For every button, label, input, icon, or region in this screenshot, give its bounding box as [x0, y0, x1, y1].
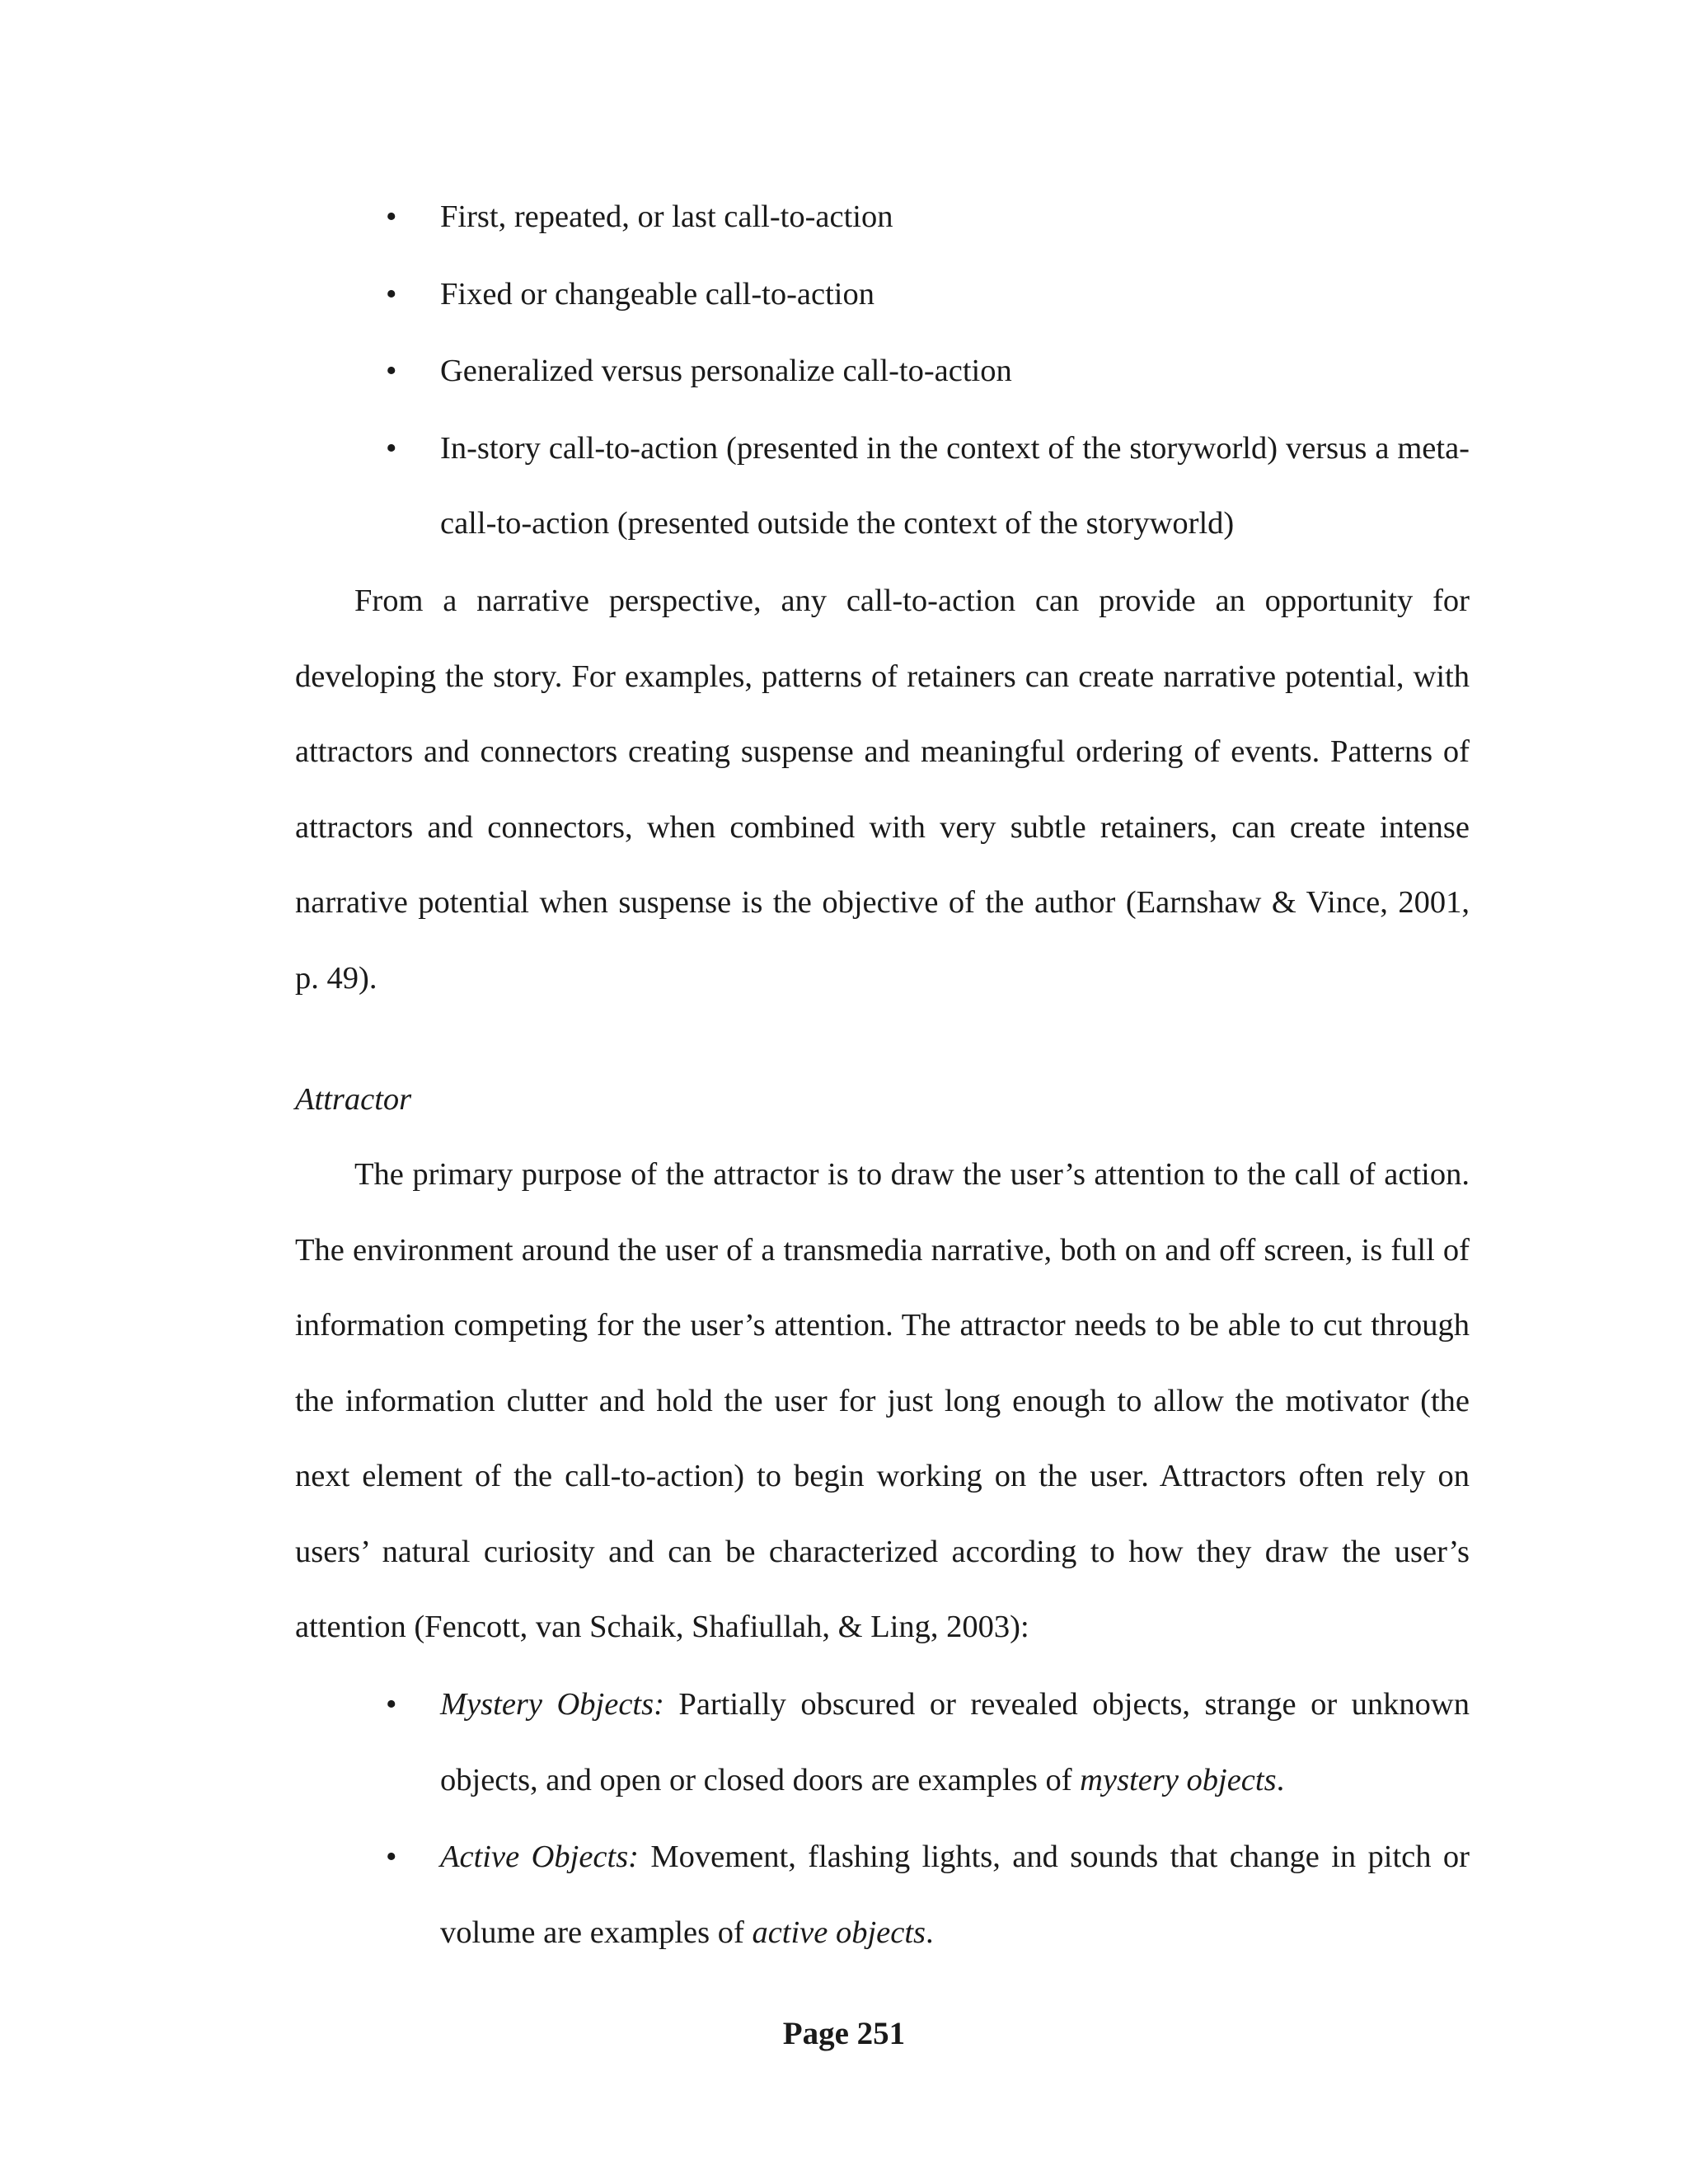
bullet-text: Movement, flashing lights, and sounds that change in pitch or volume are examples of — [440, 1840, 1470, 1950]
bullet-text-end: . — [926, 1915, 934, 1950]
body-paragraph: From a narrative perspective, any call-to-action can provide an opportunity for developing the story. For examples, patterns of retainers can create narrative potential, with attractors and connectors creating suspense and meaningful ordering of events. Patterns of attractors and connectors, when combined with very subtle retainers, can create intense narrative potential when suspense is the objective of the author (Earnshaw & Vince, 2001, p. 49). — [295, 583, 1470, 996]
list-item: • Fixed or changeable call-to-action — [295, 257, 1470, 333]
top-bullet-list — [295, 180, 1470, 562]
section-heading: Attractor — [295, 1082, 412, 1117]
bullet-term: Active Objects: — [440, 1840, 640, 1874]
bullet-italic-term: mystery objects — [1080, 1762, 1277, 1797]
bullet-term: Mystery Objects: — [440, 1687, 664, 1722]
page-number: Page 251 — [782, 2016, 906, 2051]
bullet-italic-term: active objects — [752, 1915, 926, 1950]
list-item: • First, repeated, or last call-to-action — [295, 180, 1470, 255]
list-item: • Generalized versus personalize call-to-action — [295, 334, 1470, 410]
bullet-text: Partially obscured or revealed objects, strange or unknown objects, and open or closed doors are examples of — [440, 1687, 1470, 1797]
body-paragraph: The primary purpose of the attractor is to draw the user’s attention to the call of action. The environment around the user of a transmedia narrative, both on and off screen, is full of information competing for the user’s attention. The attractor needs to be able to cut through the information clutter and hold the user for just long enough to allow the motivator (the next element of the call-to-action) to begin working on the user. Attractors often rely on users’ natural curiosity and can be characterized according to how they draw the user’s attention (Fencott, van Schaik, Shafiullah, & Ling, 2003): — [295, 1157, 1470, 1644]
list-item — [295, 1667, 1470, 1818]
bottom-bullet-list — [295, 1667, 1470, 1972]
list-item — [295, 1820, 1470, 1971]
list-item: • In-story call-to-action (presented in the context of the storyworld) versus a meta-call-to-action (presented outside the context of the storyworld) — [295, 411, 1470, 562]
bullet-text-end: . — [1276, 1762, 1285, 1797]
